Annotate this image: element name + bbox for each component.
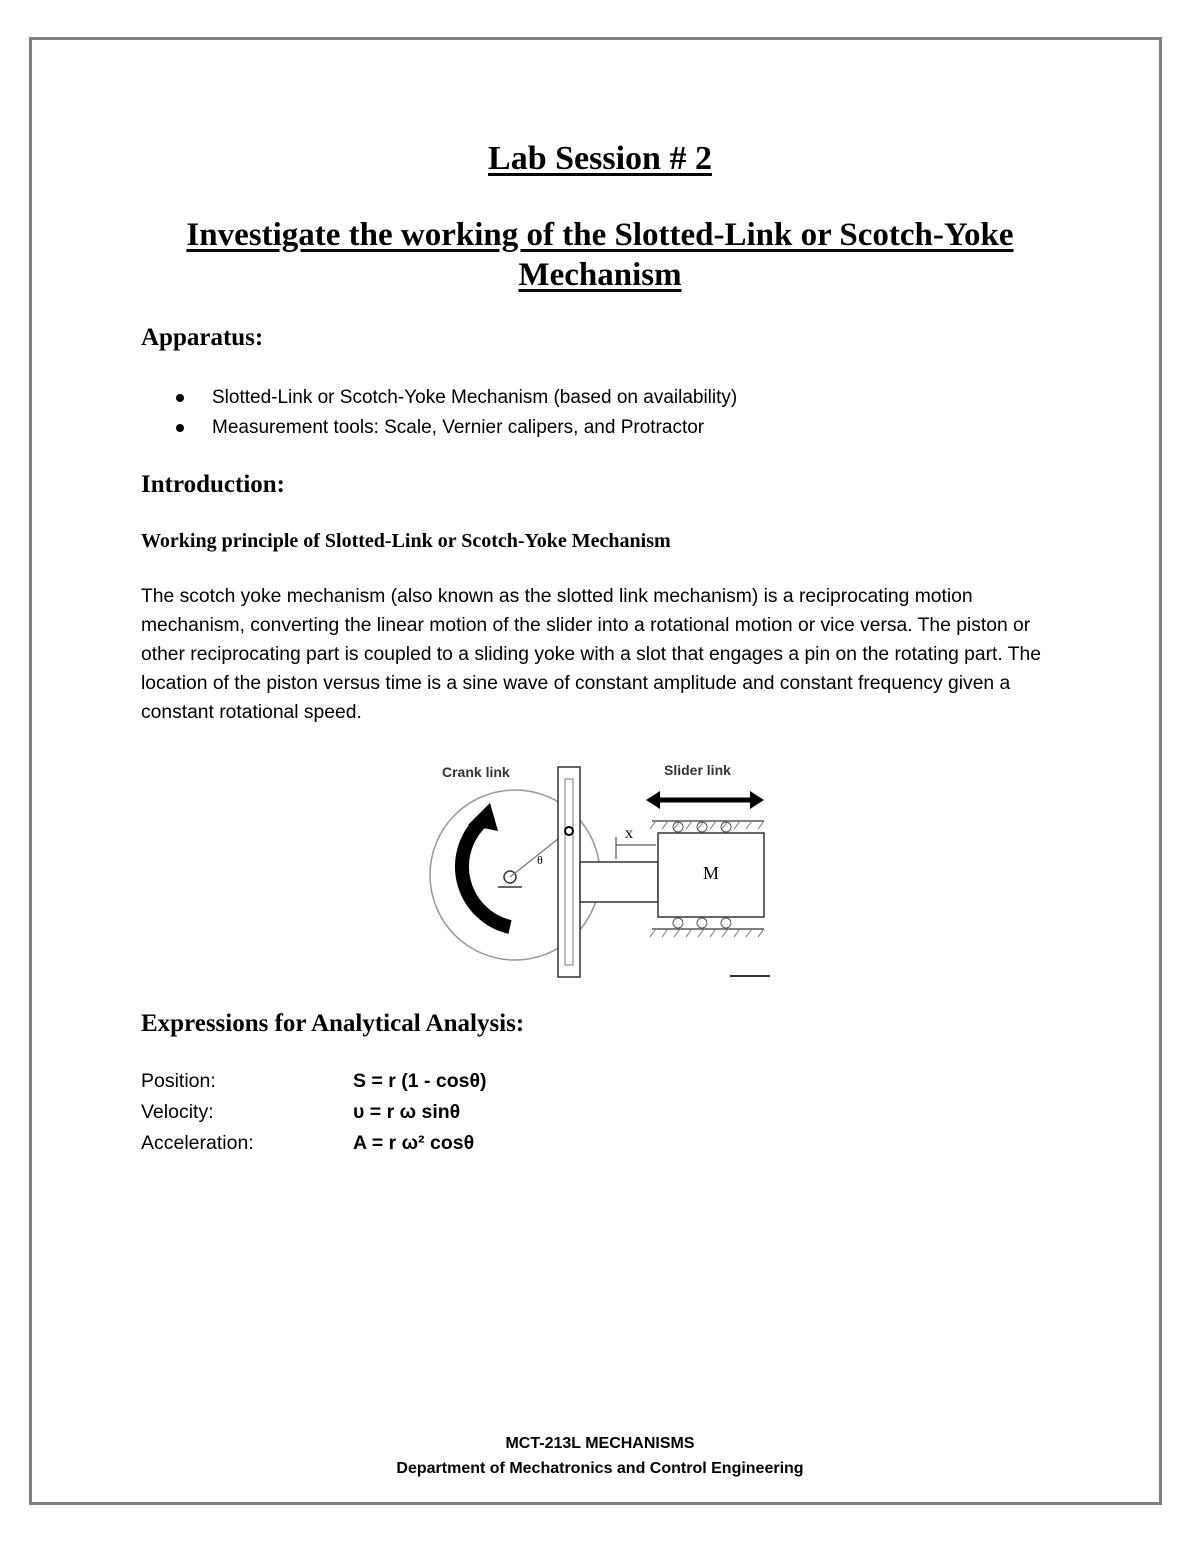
list-item: Slotted-Link or Scotch-Yoke Mechanism (based on availability)	[170, 383, 737, 413]
mass-label: M	[703, 863, 720, 883]
velocity-expression: υ = r ω sinθ	[353, 1101, 461, 1123]
course-footer: MCT-213L MECHANISMS	[505, 1435, 695, 1452]
list-item	[141, 1070, 487, 1101]
introduction-paragraph: The scotch yoke mechanism (also known as the slotted link mechanism) is a reciprocating motion mechanism, converting the linear motion of the slider into a rotational motion or vice versa. The piston or other reciprocating part is coupled to a sliding yoke with a slot that engages a pin on the rotating part. The location of the piston versus time is a sine wave of constant amplitude and constant frequency given a constant rotational speed.	[141, 586, 1041, 723]
list-item	[141, 1132, 487, 1163]
rotation-arrow-icon	[462, 821, 510, 927]
expressions-heading: Expressions for Analytical Analysis:	[141, 1010, 525, 1037]
expressions-list	[141, 1070, 487, 1163]
connecting-rod	[580, 862, 658, 902]
department-footer: Department of Mechatronics and Control Engineering	[396, 1460, 804, 1477]
working-principle-subheading: Working principle of Slotted-Link or Scotch-Yoke Mechanism	[141, 530, 671, 552]
arrow-left-icon	[646, 791, 660, 809]
experiment-title: Investigate the working of the Slotted-Link or Scotch-Yoke Mechanism	[186, 217, 1014, 293]
crank-link-label: Crank link	[442, 764, 510, 780]
apparatus-list	[170, 383, 737, 443]
introduction-heading: Introduction:	[141, 471, 286, 498]
slider-link-label: Slider link	[664, 762, 731, 778]
x-label: x	[625, 825, 633, 842]
velocity-label: Velocity:	[141, 1101, 214, 1123]
list-item	[141, 1101, 487, 1132]
acceleration-expression: A = r ω² cosθ	[353, 1132, 475, 1154]
arrow-right-icon	[750, 791, 764, 809]
yoke-slot	[558, 767, 580, 977]
slot-pin	[565, 827, 573, 835]
position-expression: S = r (1 - cosθ)	[353, 1070, 487, 1092]
position-label: Position:	[141, 1070, 216, 1092]
lab-session-title: Lab Session # 2	[488, 140, 712, 177]
apparatus-heading: Apparatus:	[141, 324, 264, 351]
list-item: Measurement tools: Scale, Vernier calipers, and Protractor	[170, 413, 737, 443]
theta-label: θ	[537, 853, 543, 867]
acceleration-label: Acceleration:	[141, 1132, 254, 1154]
scotch-yoke-diagram	[420, 755, 780, 985]
